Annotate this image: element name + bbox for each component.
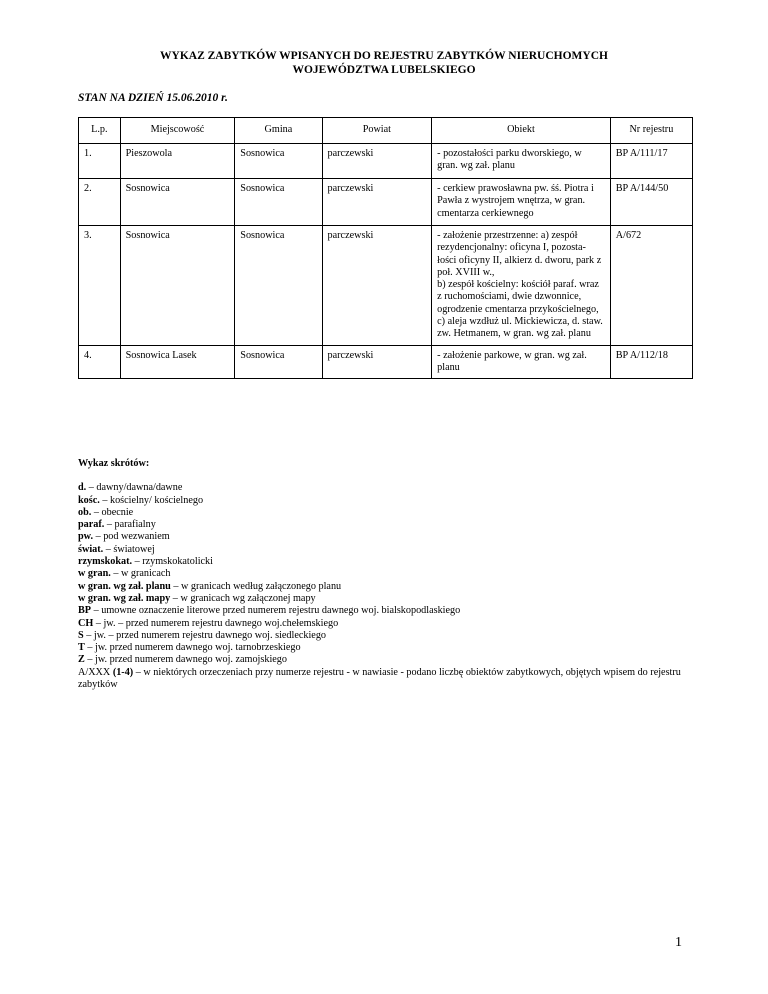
page-number: 1: [675, 935, 682, 950]
abbreviation-item: [78, 593, 718, 605]
abbreviation-desc: – w granicach według załączonego planu: [170, 580, 342, 592]
abbreviation-desc: – jw. przed numerem dawnego woj. tarnobrzeskiego: [84, 642, 301, 654]
abbreviation-item: [78, 605, 718, 617]
abbreviation-term: (1-4): [112, 666, 134, 678]
abbreviation-item: [78, 618, 718, 630]
obiekt-line: - założenie parkowe, w gran. wg zał. planu: [437, 349, 587, 373]
cell-obiekt: [432, 345, 611, 379]
abbreviation-desc: – umowne oznaczenie literowe przed numerem rejestru dawnego woj. bialskopodlaskiego: [91, 605, 461, 617]
abbreviation-desc: – rzymskokatolicki: [132, 556, 213, 568]
abbreviation-term: ob.: [78, 506, 92, 518]
abbreviation-desc: – jw. przed numerem dawnego woj. zamojskiego: [84, 654, 287, 666]
table-row: [79, 345, 693, 379]
abbreviation-desc: – jw. – przed numerem rejestru dawnego woj. siedleckiego: [83, 629, 327, 641]
abbreviations-heading: Wykaz skrótów:: [78, 458, 150, 469]
cell-nr-rejestru: BP A/144/50: [610, 179, 692, 226]
abbreviation-term: Z: [78, 654, 85, 666]
column-header-lp: L.p.: [79, 118, 121, 144]
cell-powiat: parczewski: [322, 179, 432, 226]
abbreviation-item: [78, 495, 718, 507]
abbreviation-term: kośc.: [78, 494, 100, 506]
cell-nr-rejestru: BP A/112/18: [610, 345, 692, 379]
cell-obiekt: [432, 226, 611, 346]
abbreviation-item: [78, 531, 718, 543]
cell-lp: 4.: [79, 345, 121, 379]
abbreviation-term: BP: [78, 605, 92, 617]
abbreviation-desc: – światowej: [103, 543, 155, 555]
column-header-powiat: Powiat: [322, 118, 432, 144]
abbreviation-term: w gran. wg zał. mapy: [78, 592, 171, 604]
abbreviation-term: rzymskokat.: [78, 556, 133, 568]
abbreviation-term: CH: [78, 617, 94, 629]
cell-powiat: parczewski: [322, 144, 432, 179]
cell-gmina: Sosnowica: [235, 179, 322, 226]
abbreviation-desc: – w granicach: [110, 568, 171, 580]
column-header-obiekt: Obiekt: [432, 118, 611, 144]
cell-powiat: parczewski: [322, 226, 432, 346]
abbreviation-item: [78, 556, 718, 568]
cell-powiat: parczewski: [322, 345, 432, 379]
abbreviation-item: [78, 568, 718, 580]
abbreviation-item: [78, 482, 718, 494]
abbreviation-item: [78, 507, 718, 519]
status-date: STAN NA DZIEŃ 15.06.2010 r.: [78, 92, 228, 104]
abbreviation-item: [78, 544, 718, 556]
abbreviation-term: T: [78, 642, 85, 654]
abbreviation-desc: – pod wezwaniem: [93, 531, 170, 543]
monuments-table: [78, 117, 693, 379]
abbreviation-item: [78, 519, 718, 531]
abbreviation-desc: – w niektórych orzeczeniach przy numerze rejestru - w nawiasie - podano liczbę obiektów zabytkowych, objętych wpisem do rejestru zabytków: [78, 666, 681, 691]
cell-gmina: Sosnowica: [235, 144, 322, 179]
abbreviation-desc: – w granicach wg załączonej mapy: [170, 592, 316, 604]
cell-miejscowosc: Sosnowica: [120, 226, 235, 346]
abbreviation-term: S: [78, 629, 84, 641]
abbreviation-desc: – kościelny/ kościelnego: [99, 494, 204, 506]
abbreviation-item: [78, 581, 718, 593]
abbreviation-item: [78, 642, 718, 654]
abbreviation-prefix: A/XXX: [78, 666, 113, 678]
table-row: [79, 144, 693, 179]
abbreviation-item-count-note: [78, 667, 718, 692]
obiekt-line-c: c) aleja wzdłuż ul. Mickiewicza, d. staw. zw. Hetmanem, w gran. wg zał. planu: [437, 316, 603, 340]
abbreviation-desc: – dawny/dawna/dawne: [86, 482, 183, 494]
cell-lp: 3.: [79, 226, 121, 346]
abbreviation-desc: – obecnie: [91, 506, 134, 518]
table-row: [79, 179, 693, 226]
column-header-gmina: Gmina: [235, 118, 322, 144]
abbreviation-term: w gran. wg zał. planu: [78, 580, 171, 592]
abbreviation-item: [78, 630, 718, 642]
cell-lp: 1.: [79, 144, 121, 179]
cell-lp: 2.: [79, 179, 121, 226]
document-title: [0, 49, 768, 77]
cell-miejscowosc: Sosnowica: [120, 179, 235, 226]
abbreviation-term: świat.: [78, 543, 104, 555]
abbreviation-term: w gran.: [78, 568, 111, 580]
abbreviations-section: [78, 458, 718, 691]
abbreviation-item: [78, 654, 718, 666]
cell-miejscowosc: Sosnowica Lasek: [120, 345, 235, 379]
obiekt-line-b: b) zespół kościelny: kościół paraf. wraz z ruchomościami, dwie dzwonnice, ogrodzenie cmentarza przykościelnego,: [437, 279, 599, 315]
cell-gmina: Sosnowica: [235, 345, 322, 379]
cell-obiekt: [432, 144, 611, 179]
table-header-row: [79, 118, 693, 144]
title-line-1: WYKAZ ZABYTKÓW WPISANYCH DO REJESTRU ZABYTKÓW NIERUCHOMYCH: [160, 50, 608, 62]
column-header-nr-rejestru: Nr rejestru: [610, 118, 692, 144]
obiekt-line: - cerkiew prawosławna pw. śś. Piotra i Pawła z wystrojem wnętrza, w gran. cmentarza cerkiewnego: [437, 183, 594, 219]
table-row: [79, 226, 693, 346]
abbreviation-term: pw.: [78, 531, 94, 543]
obiekt-line: - pozostałości parku dworskiego, w gran. wg zał. planu: [437, 148, 582, 172]
cell-nr-rejestru: A/672: [610, 226, 692, 346]
abbreviation-term: paraf.: [78, 519, 105, 531]
obiekt-line-a: - założenie przestrzenne: a) zespół rezydencjonalny: oficyna I, pozosta-łości oficyny II, alkierz d. dworu, park z poł. XVIII w.,: [437, 230, 602, 278]
cell-gmina: Sosnowica: [235, 226, 322, 346]
cell-nr-rejestru: BP A/111/17: [610, 144, 692, 179]
column-header-miejscowosc: Miejscowość: [120, 118, 235, 144]
title-line-2: WOJEWÓDZTWA LUBELSKIEGO: [292, 64, 476, 76]
abbreviation-desc: – jw. – przed numerem rejestru dawnego woj.chełemskiego: [93, 617, 339, 629]
abbreviation-desc: – parafialny: [104, 519, 156, 531]
cell-obiekt: [432, 179, 611, 226]
abbreviation-term: d.: [78, 482, 87, 494]
cell-miejscowosc: Pieszowola: [120, 144, 235, 179]
